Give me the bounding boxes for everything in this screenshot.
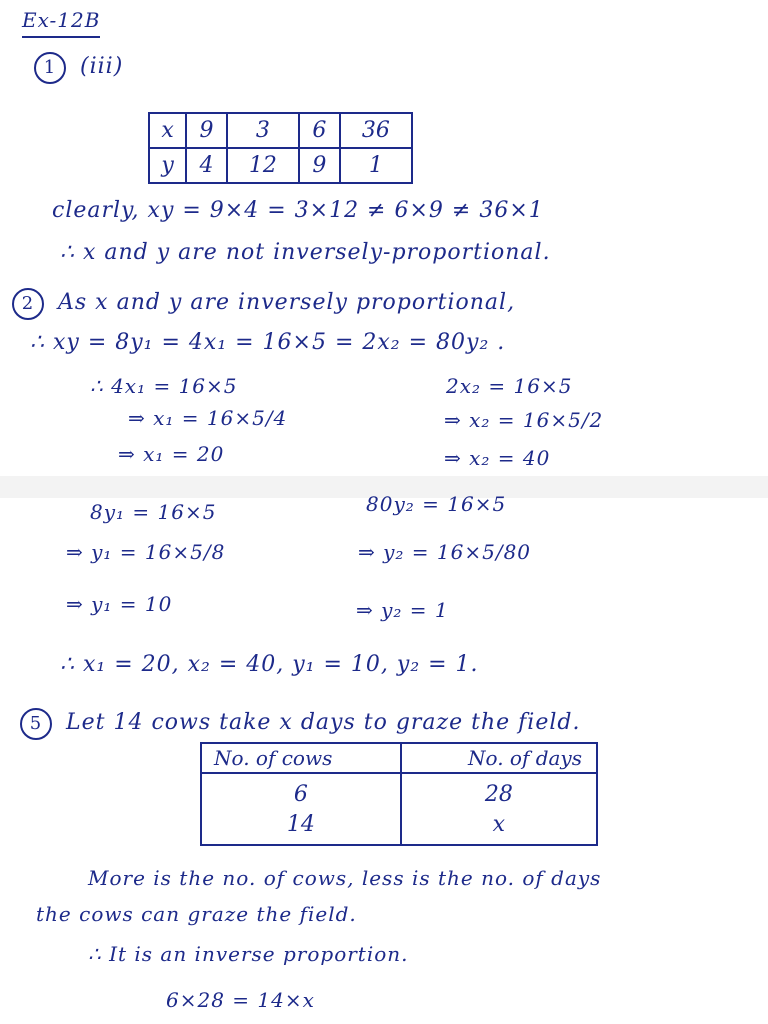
q1-line-1: clearly, xy = 9×4 = 3×12 ≠ 6×9 ≠ 36×1: [52, 198, 544, 223]
y1-step-2: ⇒ y₁ = 16×5/8: [66, 540, 226, 564]
x1-step-2: ⇒ x₁ = 16×5/4: [128, 406, 288, 430]
q1-number: 1: [34, 52, 66, 84]
table-cell: 1: [340, 148, 412, 183]
table-cell: x: [401, 809, 597, 845]
q5-statement: [20, 708, 580, 740]
q5-line-2: the cows can graze the field.: [36, 902, 357, 926]
q2-summary: ∴ x₁ = 20, x₂ = 40, y₁ = 10, y₂ = 1.: [60, 652, 479, 677]
table-row: [201, 743, 597, 773]
table-cell: 36: [340, 113, 412, 148]
x1-step-1: ∴ 4x₁ = 16×5: [90, 374, 238, 398]
q5-number: 5: [20, 708, 52, 740]
cows-days-table: [200, 742, 598, 846]
q1-line-2: ∴ x and y are not inversely-proportional.: [60, 240, 551, 265]
x2-step-1: 2x₂ = 16×5: [446, 374, 573, 398]
table-row: [149, 113, 412, 148]
table-cell: 9: [299, 148, 340, 183]
y1-step-1: 8y₁ = 16×5: [90, 500, 217, 524]
table-cell: 9: [186, 113, 227, 148]
table-cell: 14: [201, 809, 401, 845]
table-cell: 12: [227, 148, 299, 183]
q2-statement: [12, 288, 515, 320]
y2-step-1: 80y₂ = 16×5: [366, 492, 507, 516]
x2-step-2: ⇒ x₂ = 16×5/2: [444, 408, 604, 432]
table-row: [201, 809, 597, 845]
x1-step-3: ⇒ x₁ = 20: [118, 442, 225, 466]
xy-table: [148, 112, 413, 184]
table-cell: 4: [186, 148, 227, 183]
table-cell: 6: [201, 773, 401, 809]
header-cows: No. of cows: [201, 743, 401, 773]
y1-step-3: ⇒ y₁ = 10: [66, 592, 173, 616]
table-cell: 6: [299, 113, 340, 148]
q5-intro: Let 14 cows take x days to graze the field.: [66, 710, 581, 735]
q5-line-1: More is the no. of cows, less is the no. of days: [88, 866, 602, 890]
header-days: No. of days: [401, 743, 597, 773]
q2-line-1: As x and y are inversely proportional,: [58, 290, 516, 315]
q1-label: [34, 52, 123, 84]
table-row: [201, 773, 597, 809]
y2-step-2: ⇒ y₂ = 16×5/80: [358, 540, 532, 564]
table-cell: y: [149, 148, 186, 183]
q5-line-3: ∴ It is an inverse proportion.: [88, 942, 409, 966]
q5-line-4: 6×28 = 14×x: [166, 988, 315, 1012]
q1-part: (iii): [80, 54, 124, 79]
y2-step-3: ⇒ y₂ = 1: [356, 598, 449, 622]
table-cell: 3: [227, 113, 299, 148]
q2-number: 2: [12, 288, 44, 320]
x2-step-3: ⇒ x₂ = 40: [444, 446, 551, 470]
exercise-heading: Ex-12B: [22, 8, 100, 38]
table-cell: 28: [401, 773, 597, 809]
q2-line-2: ∴ xy = 8y₁ = 4x₁ = 16×5 = 2x₂ = 80y₂ .: [30, 330, 506, 355]
table-row: [149, 148, 412, 183]
table-cell: x: [149, 113, 186, 148]
